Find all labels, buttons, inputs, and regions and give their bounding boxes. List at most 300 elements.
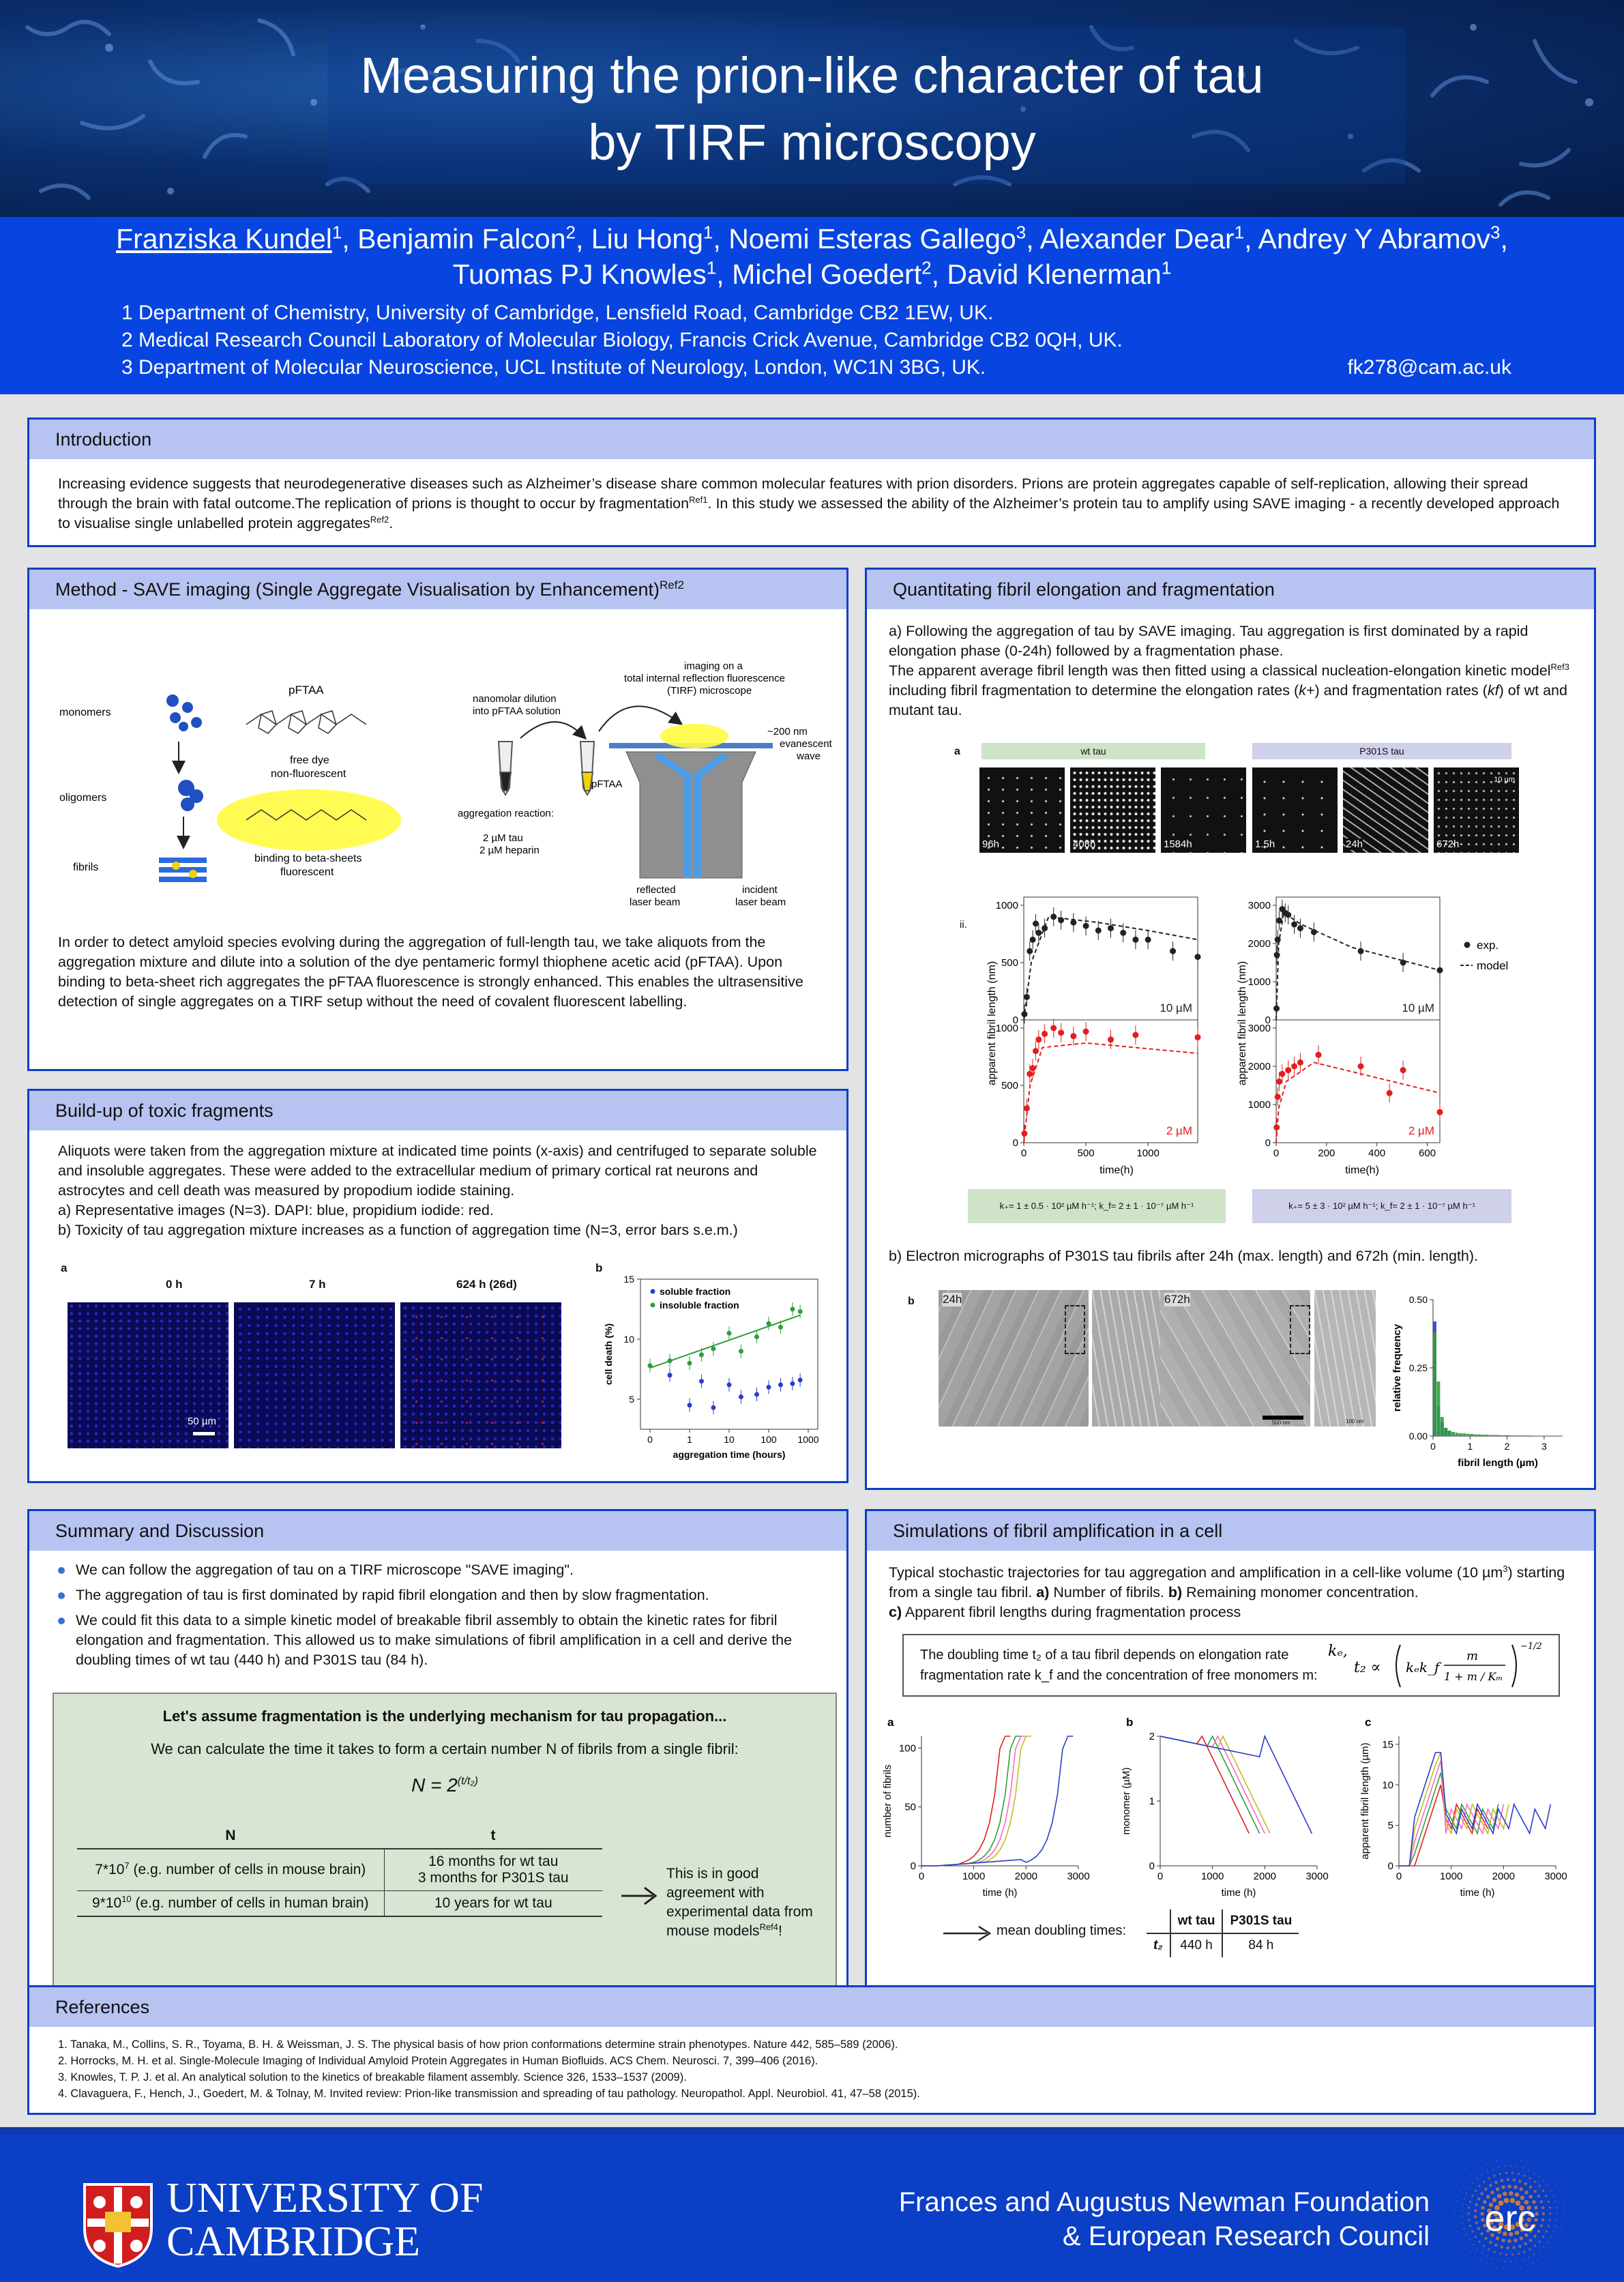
svg-text:2 µM tau: 2 µM tau bbox=[483, 832, 523, 844]
contact-email[interactable]: fk278@cam.ac.uk bbox=[1347, 356, 1511, 379]
data-point bbox=[1145, 937, 1151, 943]
tick-label: 2 bbox=[1149, 1731, 1155, 1742]
img-label-7h: 7 h bbox=[309, 1278, 326, 1291]
tick-label: 3000 bbox=[1067, 1871, 1090, 1882]
legend-marker bbox=[1464, 942, 1471, 948]
tick-label: 3 bbox=[1541, 1441, 1547, 1452]
svg-text:(TIRF) microscope: (TIRF) microscope bbox=[667, 685, 752, 697]
affiliation-3: 3 Department of Molecular Neuroscience, UCL Institute of Neurology, London, WC1N 3BG, UK. bbox=[121, 356, 986, 379]
p301s-tau-header: P301S tau bbox=[1252, 743, 1511, 759]
data-point bbox=[1021, 1130, 1027, 1137]
funder-line-1: Frances and Augustus Newman Foundation bbox=[898, 2187, 1430, 2217]
img-label-0h: 0 h bbox=[166, 1278, 183, 1291]
data-point bbox=[1387, 1090, 1393, 1096]
data-point bbox=[1042, 1031, 1048, 1037]
tick-label: 1000 bbox=[1247, 976, 1271, 988]
footer-stripe bbox=[0, 2127, 1624, 2134]
histogram-bar bbox=[1459, 1433, 1462, 1436]
y-axis-label: monomer (µM) bbox=[1121, 1767, 1132, 1835]
pftaa-structure bbox=[246, 711, 366, 733]
histogram-bar bbox=[1433, 1332, 1436, 1436]
data-point bbox=[699, 1379, 704, 1384]
data-point bbox=[778, 1325, 783, 1330]
doubling-time-box: The doubling time t₂ of a tau fibril depends on elongation rate fragmentation rate k_f and the concentration of free monomers m: kₑ, t₂ ∝ kₑk_f m 1 + m / Kₘ −1/2 bbox=[902, 1634, 1560, 1697]
poster-title bbox=[0, 42, 1624, 176]
tick-label: 2000 bbox=[1014, 1871, 1038, 1882]
summary-heading: Summary and Discussion bbox=[29, 1511, 846, 1551]
quant-panel bbox=[865, 568, 1596, 1490]
simulation-charts bbox=[874, 1709, 1590, 1914]
histogram-bar bbox=[1485, 1435, 1488, 1436]
tick-label: 400 bbox=[1368, 1147, 1386, 1159]
data-point bbox=[699, 1352, 704, 1357]
data-point bbox=[688, 1361, 692, 1366]
author-name: David Klenerman bbox=[947, 259, 1162, 290]
data-point bbox=[1050, 913, 1057, 920]
data-point bbox=[1291, 922, 1297, 928]
img-label-624h: 624 h (26d) bbox=[456, 1278, 517, 1291]
data-point bbox=[798, 1309, 803, 1314]
author-name: Michel Goedert bbox=[732, 259, 922, 290]
tick-label: 0 bbox=[1012, 1137, 1018, 1149]
author-name: Franziska Kundel bbox=[116, 223, 332, 254]
data-point bbox=[1058, 917, 1064, 923]
label-pftaa: pFTAA bbox=[289, 684, 324, 697]
tick-label: 15 bbox=[623, 1274, 634, 1285]
x-axis-label: time (h) bbox=[982, 1887, 1018, 1899]
svg-text:total internal reflection fluo: total internal reflection fluorescence bbox=[624, 673, 785, 684]
conclusion-text: This is in good agreement with experimental data from mouse models$^{Ref4}$! bbox=[666, 1866, 813, 1939]
fibril-length-histogram bbox=[1385, 1286, 1569, 1484]
legend-label: insoluble fraction bbox=[660, 1300, 739, 1311]
histogram-bar bbox=[1481, 1435, 1485, 1436]
histogram-bar bbox=[1514, 1435, 1518, 1436]
row-label-ii: ii. bbox=[960, 919, 967, 931]
data-point bbox=[1108, 1036, 1114, 1042]
legend-label: model bbox=[1477, 959, 1509, 972]
em-zoom-672h: 100 nm bbox=[1314, 1290, 1376, 1427]
tick-label: 0 bbox=[1020, 1147, 1027, 1159]
data-point bbox=[1400, 1067, 1406, 1073]
concentration-label: 10 µM bbox=[1402, 1001, 1434, 1014]
wt-tau-header: wt tau bbox=[981, 743, 1205, 759]
svg-text:fluorescent: fluorescent bbox=[280, 866, 334, 878]
tick-label: 1000 bbox=[1439, 1871, 1463, 1882]
intro-panel bbox=[27, 418, 1596, 547]
tick-label: 1000 bbox=[995, 900, 1018, 911]
histogram-bar bbox=[1462, 1433, 1466, 1436]
data-point bbox=[1033, 920, 1039, 926]
svg-text:into pFTAA solution: into pFTAA solution bbox=[473, 705, 561, 717]
university-logo-text: UNIVERSITY OF CAMBRIDGE bbox=[166, 2175, 484, 2265]
tick-label: 500 bbox=[1001, 957, 1018, 969]
toxic-heading: Build-up of toxic fragments bbox=[29, 1091, 846, 1130]
tick-label: 3000 bbox=[1247, 900, 1271, 911]
data-point bbox=[1027, 1071, 1033, 1077]
data-point bbox=[1316, 1052, 1322, 1058]
histogram-bar bbox=[1451, 1432, 1455, 1436]
tick-label: 0 bbox=[1387, 1860, 1393, 1872]
histogram-bar bbox=[1507, 1435, 1511, 1436]
data-point bbox=[767, 1385, 771, 1390]
y-axis-label: cell death (%) bbox=[603, 1323, 614, 1386]
trajectory-line bbox=[1160, 1736, 1270, 1834]
trajectory-line bbox=[1160, 1736, 1265, 1834]
tick-label: 1000 bbox=[797, 1434, 819, 1445]
legend-label: exp. bbox=[1477, 939, 1499, 952]
affiliation-2: 2 Medical Research Council Laboratory of Molecular Biology, Francis Crick Avenue, Cambridge CB2 0QH, UK. bbox=[121, 329, 1123, 351]
data-point bbox=[727, 1331, 732, 1336]
sim-heading: Simulations of fibril amplification in a cell bbox=[867, 1511, 1594, 1551]
histogram-bar bbox=[1503, 1435, 1507, 1436]
data-point bbox=[754, 1334, 759, 1339]
panel-label-a: a bbox=[61, 1261, 68, 1274]
tick-label: 5 bbox=[1387, 1819, 1393, 1832]
save-imaging-schematic bbox=[29, 612, 848, 912]
tick-label: 500 bbox=[1077, 1147, 1095, 1159]
svg-text:2 µM heparin: 2 µM heparin bbox=[479, 845, 540, 856]
mean-doubling-label: mean doubling times: bbox=[996, 1923, 1127, 1938]
svg-text:~200 nm: ~200 nm bbox=[767, 726, 808, 737]
data-point bbox=[1274, 952, 1280, 958]
panel-label: a bbox=[887, 1716, 894, 1729]
tirf-image-wt-408h: 408h bbox=[1070, 767, 1155, 853]
svg-text:incident: incident bbox=[742, 884, 778, 896]
tick-label: 1000 bbox=[1247, 1099, 1271, 1111]
summary-bullet: The aggregation of tau is first dominated by rapid fibril elongation and then by slow fragmentation. bbox=[58, 1585, 822, 1605]
svg-text:free dye: free dye bbox=[290, 755, 329, 766]
tick-label: 0 bbox=[1273, 1147, 1280, 1159]
author-name: Andrey Y Abramov bbox=[1258, 223, 1491, 254]
data-point bbox=[1276, 1079, 1282, 1085]
tick-label: 0 bbox=[910, 1860, 916, 1872]
histogram-bar bbox=[1496, 1435, 1499, 1436]
method-panel bbox=[27, 568, 848, 1071]
data-point bbox=[1024, 1105, 1030, 1111]
data-point bbox=[1279, 1071, 1285, 1077]
data-point bbox=[1275, 937, 1281, 943]
svg-text:aggregation reaction:: aggregation reaction: bbox=[458, 808, 554, 819]
data-point bbox=[1285, 1067, 1291, 1073]
box-title: Let's assume fragmentation is the underlying mechanism for tau propagation... bbox=[162, 1708, 727, 1725]
label-oligomers: oligomers bbox=[59, 792, 107, 804]
data-point bbox=[798, 1377, 803, 1382]
histogram-bar bbox=[1526, 1435, 1529, 1436]
tick-label: 2 bbox=[1504, 1441, 1510, 1452]
em-text: b) Electron micrographs of P301S tau fibrils after 24h (max. length) and 672h (min. length). bbox=[889, 1248, 1479, 1264]
trajectory-line bbox=[1399, 1753, 1509, 1866]
author-line-1: Franziska Kundel$^1$, Benjamin Falcon$^2$, Liu Hong$^1$, Noemi Esteras Gallego$^3$, Alexander Dear$^1$, Andrey Y Abramov$^3$, bbox=[116, 222, 1508, 254]
histogram-bar bbox=[1448, 1431, 1451, 1436]
toxic-text: Aliquots were taken from the aggregation mixture at indicated time points (x-axis) and centrifuged to separate soluble and insoluble aggregates. These were added to the extracellular medium of primary cortical rat neurons and astrocytes and cell death was measured by propodium iodide staining. a) Representative images (N=3). DAPI: blue, propidium iodide: red. b) Toxicity of tau aggregation mixture increases as a function of aggregation time (N=3, error bars s.e.m.) bbox=[58, 1143, 817, 1238]
svg-text:reflected: reflected bbox=[636, 884, 676, 896]
svg-text:laser beam: laser beam bbox=[630, 896, 681, 908]
reference-item: 4. Clavaguera, F., Hench, J., Goedert, M. & Tolnay, M. Invited review: Prion-like transmission and spreading of tau pathology. Neuropathol. Appl. Neurobiol. 41, 47–58 (2015). bbox=[58, 2088, 920, 2100]
data-point bbox=[1358, 948, 1364, 954]
tick-label: 2000 bbox=[1247, 1061, 1271, 1072]
data-point bbox=[1437, 967, 1443, 974]
tick-label: 500 bbox=[1001, 1080, 1018, 1092]
svg-text:pFTAA: pFTAA bbox=[591, 778, 623, 790]
data-point bbox=[1083, 1029, 1089, 1035]
legend-label: soluble fraction bbox=[660, 1286, 731, 1297]
summary-bullet: We can follow the aggregation of tau on a TIRF microscope "SAVE imaging". bbox=[58, 1560, 822, 1580]
data-point bbox=[1132, 937, 1138, 943]
y-axis-label: relative frequency bbox=[1391, 1323, 1403, 1412]
data-point bbox=[1285, 912, 1291, 918]
em-image-24h: 24h bbox=[939, 1290, 1089, 1427]
author-name: Liu Hong bbox=[591, 223, 703, 254]
svg-text:kₑ,: kₑ, bbox=[1328, 1643, 1348, 1660]
author-name: Benjamin Falcon bbox=[357, 223, 566, 254]
oligomer-dots bbox=[178, 780, 203, 811]
tick-label: 0 bbox=[1396, 1871, 1402, 1882]
histogram-bar bbox=[1441, 1417, 1444, 1436]
histogram-bar bbox=[1500, 1435, 1503, 1436]
quant-label-b: b bbox=[908, 1296, 915, 1307]
label-fibrils: fibrils bbox=[73, 862, 99, 873]
x-axis-label: time (h) bbox=[1221, 1887, 1256, 1899]
histogram-bar bbox=[1466, 1434, 1470, 1436]
svg-text:binding to beta-sheets: binding to beta-sheets bbox=[254, 853, 362, 864]
tick-label: 15 bbox=[1382, 1738, 1393, 1751]
data-point bbox=[1083, 923, 1089, 929]
tirf-image-wt-1584h: 1584h bbox=[1161, 767, 1246, 853]
tick-label: 1000 bbox=[1136, 1147, 1160, 1159]
svg-text:erc: erc bbox=[1484, 2198, 1536, 2239]
tick-label: 1 bbox=[1467, 1441, 1473, 1452]
data-point bbox=[668, 1373, 673, 1377]
title-line-1: Measuring the prion-like character of tau bbox=[360, 47, 1264, 104]
tick-label: 0 bbox=[1012, 1014, 1018, 1026]
data-point bbox=[1024, 994, 1030, 1000]
tick-label: 10 bbox=[623, 1334, 634, 1345]
doubling-times-table: wt tau P301S tau t₂ 440 h 84 h bbox=[1147, 1910, 1299, 1957]
data-point bbox=[1095, 927, 1102, 933]
fibril-bundle bbox=[159, 858, 207, 882]
x-axis-label: fibril length (µm) bbox=[1458, 1457, 1538, 1469]
data-point bbox=[1050, 1025, 1057, 1032]
scale-bar-label: 50 µm bbox=[188, 1416, 216, 1427]
data-point bbox=[1437, 1109, 1443, 1115]
em-image-672h: 672h 500 nm bbox=[1160, 1290, 1310, 1427]
doubling-formula: $N = 2^{(t/t_2)}$ bbox=[411, 1774, 478, 1796]
svg-text:non-fluorescent: non-fluorescent bbox=[271, 768, 346, 780]
arrow-icon-2 bbox=[942, 1923, 996, 1944]
data-point bbox=[1021, 1011, 1027, 1017]
label-monomers: monomers bbox=[59, 707, 111, 718]
intro-text: Increasing evidence suggests that neurodegenerative diseases such as Alzheimer’s disease share common molecular features with prion disorders. Prions are protein aggregates capable of self-replication, allowing their spread through the brain with fatal outcome.The replication of prions is thought to occur by fragmentation$^{Ref1}$. In this study we assessed the ability of the Alzheimer’s protein tau to amplify using SAVE imaging - a recently developed approach to visualise single unlabelled protein aggregates$^{Ref2}$. bbox=[58, 476, 1560, 531]
data-point bbox=[1273, 1124, 1280, 1130]
reference-list bbox=[58, 2036, 1572, 2102]
doubling-time-formula bbox=[1327, 1635, 1545, 1694]
data-point bbox=[1291, 1064, 1297, 1070]
histogram-bar bbox=[1444, 1428, 1447, 1436]
rates-wt: k₊= 1 ± 0.5 · 10² µM h⁻¹; k_f= 2 ± 1 · 10⁻⁷ µM h⁻¹ bbox=[968, 1189, 1226, 1223]
panel-label: c bbox=[1365, 1716, 1372, 1729]
trend-line bbox=[650, 1315, 800, 1368]
fluorescent-glow bbox=[217, 789, 401, 851]
y-axis-label: apparent fibril length (nm) bbox=[1237, 961, 1248, 1086]
svg-text:evanescent: evanescent bbox=[780, 738, 832, 750]
propagation-table: N t $7*10^7$ (e.g. number of cells in mouse brain) 16 months for wt tau 3 months for P301S tau $9*10^{10}$ (e.g. number of cells in human brain) 10 years for wt tau bbox=[77, 1824, 602, 1917]
svg-text:nanomolar dilution: nanomolar dilution bbox=[473, 693, 557, 705]
tick-label: 1 bbox=[687, 1434, 692, 1445]
svg-text:laser beam: laser beam bbox=[735, 896, 786, 908]
quant-heading: Quantitating fibril elongation and fragmentation bbox=[867, 570, 1594, 609]
data-point bbox=[1070, 1033, 1076, 1039]
tick-label: 0 bbox=[1149, 1860, 1155, 1872]
author-list bbox=[41, 217, 1583, 292]
panel-label: b bbox=[1126, 1716, 1134, 1729]
tick-label: 2000 bbox=[1492, 1871, 1516, 1882]
histogram-bar bbox=[1511, 1435, 1514, 1436]
data-point bbox=[1033, 1048, 1039, 1054]
data-point bbox=[1120, 930, 1126, 936]
tick-label: 0 bbox=[918, 1871, 925, 1882]
tick-label: 2000 bbox=[1253, 1871, 1277, 1882]
svg-text:t₂ ∝: t₂ ∝ bbox=[1354, 1659, 1381, 1676]
histogram-bar bbox=[1492, 1435, 1496, 1436]
y-axis-label: apparent fibril length (µm) bbox=[1359, 1742, 1371, 1860]
reference-item: 1. Tanaka, M., Collins, S. R., Toyama, B. H. & Weissman, J. S. The physical basis of how prion conformations determine strain phenotypes. Nature 442, 585–589 (2006). bbox=[58, 2038, 898, 2051]
cell-death-chart bbox=[600, 1266, 831, 1463]
sim-text: Typical stochastic trajectories for tau aggregation and amplification in a cell-like volume (10 µm$^3$) starting from a single tau fibril. a) Number of fibrils. b) Remaining monomer concentration. c) Apparent fibril lengths during fragmentation process bbox=[889, 1563, 1565, 1620]
cell-image-624h bbox=[400, 1302, 561, 1448]
tirf-objective bbox=[609, 724, 773, 878]
tick-label: 1000 bbox=[995, 1023, 1018, 1034]
concentration-label: 2 µM bbox=[1408, 1124, 1434, 1137]
cell-image-7h bbox=[234, 1302, 395, 1448]
legend-marker bbox=[651, 1303, 655, 1308]
fibril-length-charts bbox=[983, 883, 1509, 1184]
data-point bbox=[1035, 930, 1042, 936]
histogram-bar bbox=[1522, 1435, 1525, 1436]
histogram-bar bbox=[1488, 1435, 1492, 1436]
histogram-bar bbox=[1477, 1435, 1481, 1436]
svg-text:wave: wave bbox=[797, 750, 821, 762]
data-point bbox=[1297, 1059, 1303, 1066]
data-point bbox=[1027, 948, 1033, 954]
data-point bbox=[1132, 1032, 1138, 1038]
panel-label-b: b bbox=[595, 1261, 603, 1274]
scale-bar bbox=[193, 1432, 215, 1435]
em-zoom-24h bbox=[1092, 1290, 1160, 1427]
intro-heading: Introduction bbox=[29, 420, 1594, 459]
tick-label: 1 bbox=[1149, 1796, 1155, 1807]
erc-logo-icon bbox=[1451, 2156, 1567, 2272]
summary-bullet: We could fit this data to a simple kinetic model of breakable fibril assembly to obtain the kinetic rates for fibril elongation and fragmentation. This allowed us to make simulations of fibril amplification in a cell and derive the doubling times of wt tau (440 h) and P301S tau (84 h). bbox=[58, 1611, 822, 1670]
tick-label: 1000 bbox=[1200, 1871, 1224, 1882]
method-heading: Method - SAVE imaging (Single Aggregate Visualisation by Enhancement)$^{Ref2}$ bbox=[29, 570, 846, 609]
data-point bbox=[1273, 1006, 1280, 1012]
trajectory-line bbox=[1160, 1736, 1260, 1834]
svg-text:1 + m / Kₘ: 1 + m / Kₘ bbox=[1444, 1670, 1503, 1683]
author-name: Tuomas PJ Knowles bbox=[452, 259, 707, 290]
tick-label: 10 bbox=[724, 1434, 735, 1445]
monomer-dots bbox=[166, 694, 202, 731]
tick-label: 0 bbox=[1265, 1137, 1271, 1149]
concentration-label: 10 µM bbox=[1160, 1001, 1192, 1014]
tick-label: 100 bbox=[761, 1434, 777, 1445]
tick-label: 0.00 bbox=[1408, 1431, 1428, 1442]
tirf-image-p301s-24h: 24h bbox=[1343, 767, 1428, 853]
trajectory-line bbox=[921, 1736, 1026, 1866]
trajectory-line bbox=[921, 1736, 1073, 1866]
quant-label-a: a bbox=[954, 746, 960, 757]
data-point bbox=[1195, 954, 1201, 960]
tick-label: 0 bbox=[647, 1434, 653, 1445]
tick-label: 5 bbox=[629, 1394, 634, 1405]
summary-bullets bbox=[58, 1560, 822, 1676]
svg-text:−1/2: −1/2 bbox=[1520, 1641, 1542, 1652]
tick-label: 600 bbox=[1419, 1147, 1436, 1159]
tick-label: 3000 bbox=[1544, 1871, 1567, 1882]
histogram-bar bbox=[1436, 1381, 1440, 1436]
data-point bbox=[1170, 948, 1176, 954]
tick-label: 0.25 bbox=[1408, 1362, 1428, 1373]
tirf-image-p301s-1.5h: 1.5h bbox=[1252, 767, 1338, 853]
data-point bbox=[1358, 1064, 1364, 1070]
x-axis-label: time(h) bbox=[1099, 1165, 1134, 1176]
tirf-image-wt-96h: 96h bbox=[979, 767, 1065, 853]
data-point bbox=[790, 1381, 795, 1386]
tick-label: 1000 bbox=[962, 1871, 986, 1882]
y-axis-label: number of fibrils bbox=[882, 1764, 894, 1838]
reference-item: 2. Horrocks, M. H. et al. Single-Molecule Imaging of Individual Amyloid Protein Aggregates in Human Biofluids. ACS Chem. Neurosci. 7, 399–406 (2016). bbox=[58, 2055, 818, 2067]
tick-label: 0 bbox=[1265, 1014, 1271, 1026]
y-axis-label: apparent fibril length (nm) bbox=[986, 961, 998, 1086]
author-line-2: Tuomas PJ Knowles$^1$, Michel Goedert$^2$, David Klenerman$^1$ bbox=[452, 257, 1172, 290]
data-point bbox=[711, 1405, 715, 1410]
data-point bbox=[1030, 1065, 1036, 1071]
data-point bbox=[1108, 925, 1114, 931]
references-panel bbox=[27, 1985, 1596, 2115]
data-point bbox=[711, 1347, 715, 1351]
concentration-label: 2 µM bbox=[1166, 1124, 1192, 1137]
x-axis-label: aggregation time (hours) bbox=[673, 1449, 786, 1460]
data-point bbox=[754, 1392, 759, 1396]
histogram-bar bbox=[1529, 1435, 1533, 1436]
tick-label: 50 bbox=[904, 1801, 916, 1813]
data-point bbox=[727, 1382, 732, 1387]
tirf-image-p301s-672h: 672h 10 µm bbox=[1434, 767, 1519, 853]
rates-p301s: k₊= 5 ± 3 · 10² µM h⁻¹; k_f= 2 ± 1 · 10⁻⁷ µM h⁻¹ bbox=[1252, 1189, 1511, 1223]
data-point bbox=[1058, 1029, 1064, 1036]
affiliation-1: 1 Department of Chemistry, University of Cambridge, Lensfield Road, Cambridge CB2 1EW, UK. bbox=[121, 302, 994, 324]
histogram-bar bbox=[1470, 1434, 1473, 1436]
tick-label: 0 bbox=[1430, 1441, 1436, 1452]
data-point bbox=[1275, 1094, 1281, 1100]
reference-item: 3. Knowles, T. P. J. et al. An analytical solution to the kinetics of breakable filament assembly. Science 326, 1533–1537 (2009). bbox=[58, 2071, 687, 2083]
data-point bbox=[739, 1349, 743, 1354]
tick-label: 2000 bbox=[1247, 938, 1271, 950]
tick-label: 10 bbox=[1382, 1779, 1393, 1791]
svg-text:kₑk_f: kₑk_f bbox=[1406, 1659, 1440, 1676]
data-point bbox=[1276, 918, 1282, 924]
histogram-bar bbox=[1456, 1433, 1459, 1436]
funder-line-2: & European Research Council bbox=[1062, 2221, 1430, 2251]
tick-label: 200 bbox=[1318, 1147, 1335, 1159]
box-subtitle: We can calculate the time it takes to form a certain number N of fibrils from a single fibril: bbox=[151, 1740, 739, 1757]
quant-text: a) Following the aggregation of tau by SAVE imaging. Tau aggregation is first dominated by a rapid elongation phase (0-24h) followed by a fragmentation phase. The apparent average fibril length was then fitted using a classical nucleation-elongation kinetic model$^{Ref3}$ including fibril fragmentation to determine the elongation rates (k+) and fragmentation rates (kf) of wt and mutant tau. bbox=[889, 623, 1569, 718]
trajectory-line bbox=[1399, 1761, 1503, 1866]
tube-1 bbox=[499, 742, 512, 795]
tick-label: 3000 bbox=[1247, 1023, 1271, 1034]
trajectory-line bbox=[921, 1736, 1021, 1866]
legend-marker bbox=[651, 1289, 655, 1294]
data-point bbox=[688, 1403, 692, 1407]
